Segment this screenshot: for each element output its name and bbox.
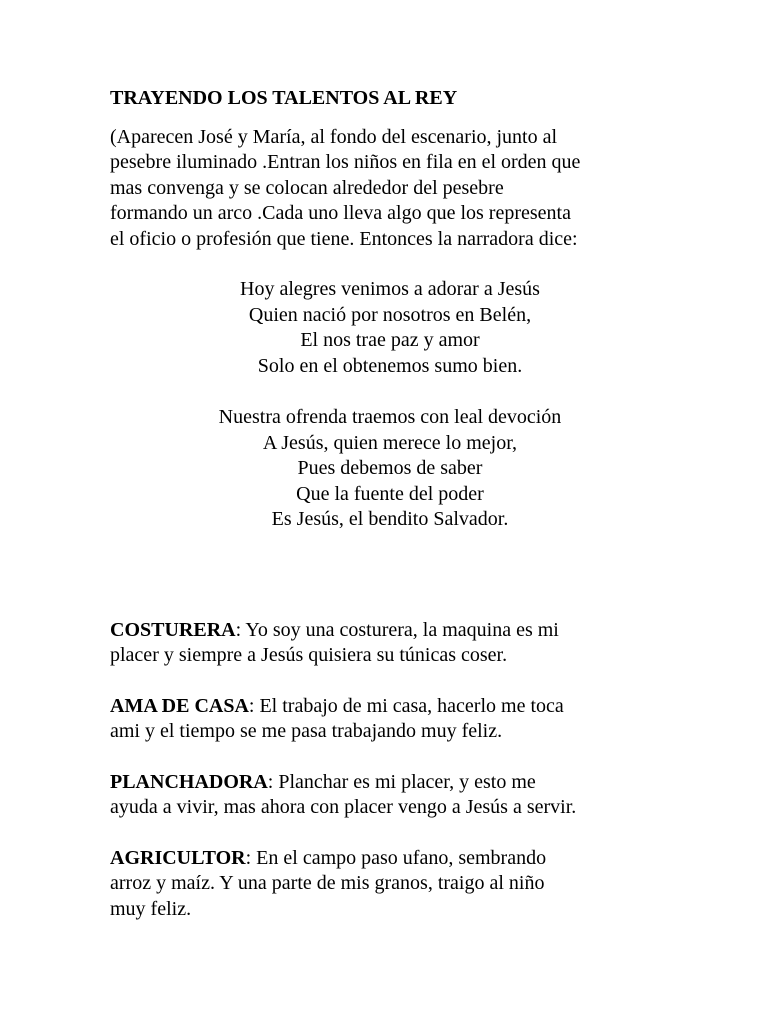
intro-paragraph bbox=[110, 125, 670, 253]
poem-line: Que la fuente del poder bbox=[296, 482, 484, 505]
role-text: : Yo soy una costurera, la maquina es mi bbox=[235, 618, 559, 641]
poem-line: Quien nació por nosotros en Belén, bbox=[248, 303, 532, 326]
role-name: AMA DE CASA bbox=[110, 694, 249, 717]
role-text-line: arroz y maíz. Y una parte de mis granos, traigo al niño bbox=[110, 872, 545, 894]
role-first-line bbox=[110, 770, 670, 796]
poem-stanza-1 bbox=[110, 277, 670, 379]
role-text: : En el campo paso ufano, sembrando bbox=[245, 846, 547, 869]
role-text-line: ami y el tiempo se me pasa trabajando muy feliz. bbox=[110, 720, 503, 742]
role-text-line: placer y siempre a Jesús quisiera su túnicas coser. bbox=[110, 644, 508, 666]
role-text: : Planchar es mi placer, y esto me bbox=[267, 770, 536, 793]
intro-line: pesebre iluminado .Entran los niños en fila en el orden que bbox=[110, 151, 581, 173]
poem-line: Es Jesús, el bendito Salvador. bbox=[271, 508, 509, 530]
document-title: TRAYENDO LOS TALENTOS AL REY bbox=[110, 87, 458, 109]
intro-line: (Aparecen José y María, al fondo del escenario, junto al bbox=[110, 125, 558, 148]
poem-stanza-2 bbox=[110, 405, 670, 533]
intro-line: formando un arco .Cada uno lleva algo que los representa bbox=[110, 202, 571, 224]
role-name: COSTURERA bbox=[110, 618, 236, 641]
poem-line: El nos trae paz y amor bbox=[300, 329, 480, 351]
role-text-line: muy feliz. bbox=[110, 897, 192, 920]
role-ama-de-casa bbox=[110, 694, 670, 745]
intro-line: el oficio o profesión que tiene. Entonces la narradora dice: bbox=[110, 227, 578, 250]
role-first-line bbox=[110, 846, 670, 872]
role-name: AGRICULTOR bbox=[110, 846, 246, 869]
role-planchadora bbox=[110, 770, 670, 821]
role-text: : El trabajo de mi casa, hacerlo me toca bbox=[248, 694, 564, 717]
role-first-line bbox=[110, 618, 670, 644]
poem-line: Solo en el obtenemos sumo bien. bbox=[257, 354, 523, 377]
role-costurera bbox=[110, 618, 670, 669]
poem-line: Hoy alegres venimos a adorar a Jesús bbox=[240, 278, 540, 300]
role-name: PLANCHADORA bbox=[110, 770, 268, 793]
document-page bbox=[110, 86, 670, 947]
role-first-line bbox=[110, 694, 670, 720]
role-text-line: ayuda a vivir, mas ahora con placer vengo a Jesús a servir. bbox=[110, 796, 577, 818]
poem-line: Nuestra ofrenda traemos con leal devoción bbox=[218, 406, 562, 428]
poem-line: A Jesús, quien merece lo mejor, bbox=[262, 431, 518, 454]
intro-line: mas convenga y se colocan alrededor del pesebre bbox=[110, 176, 504, 199]
poem-line: Pues debemos de saber bbox=[297, 457, 483, 479]
role-agricultor bbox=[110, 846, 670, 923]
